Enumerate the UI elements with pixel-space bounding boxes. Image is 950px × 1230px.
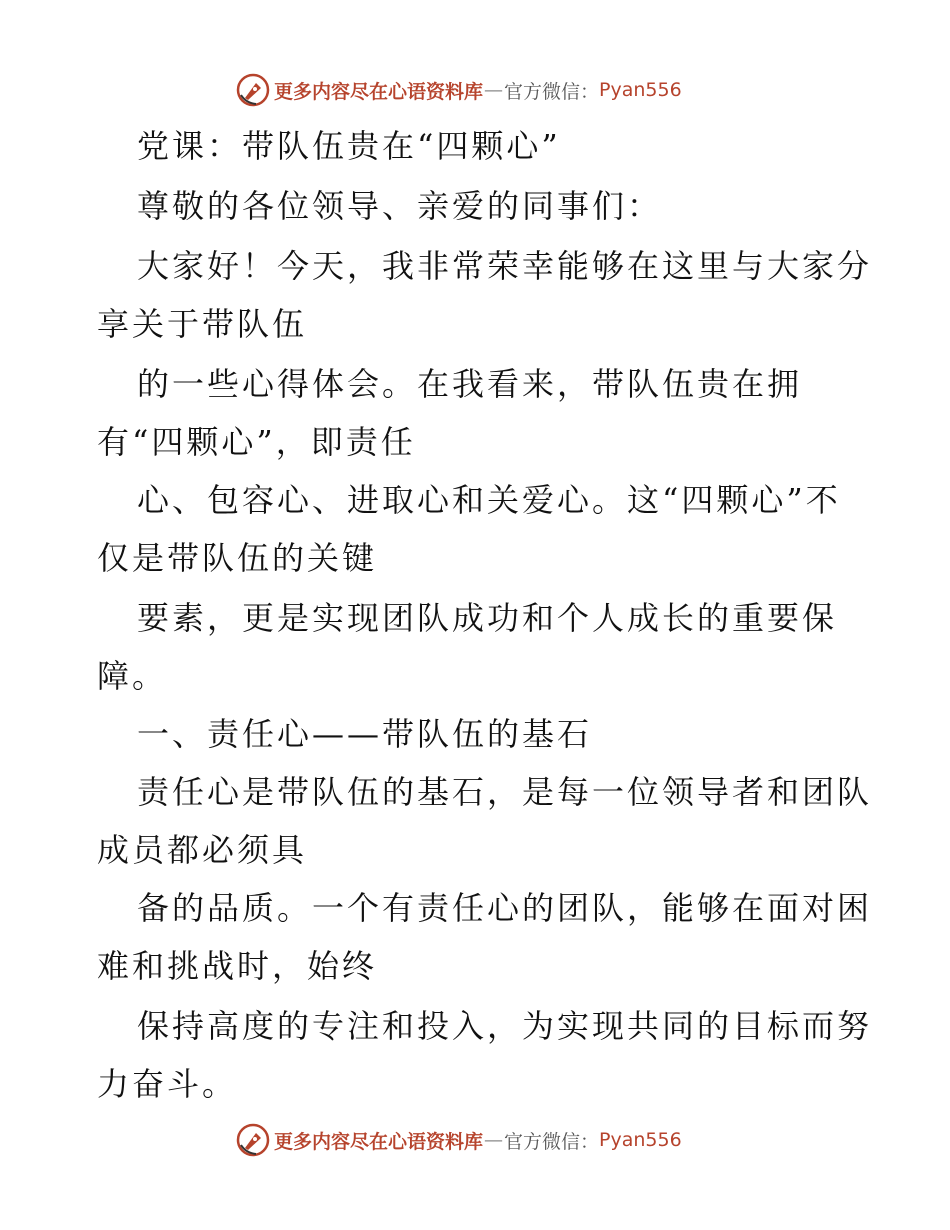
paragraph-line: 障。 [97,657,168,695]
banner-wechat-id: Pyan556 [599,1129,682,1151]
paragraph-line: 仅是带队伍的关键 [97,539,378,577]
document-title: 党课：带队伍贵在“四颗心” [137,127,561,165]
paragraph-line: 大家好！今天，我非常荣幸能够在这里与大家分 [137,247,873,285]
banner-wechat-label: 官方微信： [504,80,600,103]
paragraph-line: 力奋斗。 [97,1065,238,1103]
header-banner [236,72,756,108]
paragraph-line: 成员都必须具 [97,831,308,869]
paragraph-line: 的一些心得体会。在我看来，带队伍贵在拥 [137,365,803,403]
banner-title: 更多内容尽在心语资料库 [274,80,484,103]
paragraph-line: 要素，更是实现团队成功和个人成长的重要保 [137,599,838,637]
paragraph-line: 难和挑战时，始终 [97,947,378,985]
banner-separator: — [484,1129,504,1151]
paragraph-line: 保持高度的专注和投入，为实现共同的目标而努 [137,1007,873,1045]
footer-banner [236,1122,756,1158]
banner-wechat-label: 官方微信： [504,1130,600,1153]
salutation: 尊敬的各位领导、亲爱的同事们： [137,187,663,225]
banner-wechat-id: Pyan556 [599,79,682,101]
banner-title: 更多内容尽在心语资料库 [274,1130,484,1153]
pen-nib-logo-icon [236,73,270,107]
banner-separator: — [484,79,504,101]
paragraph-line: 备的品质。一个有责任心的团队，能够在面对困 [137,889,873,927]
paragraph-line: 享关于带队伍 [97,305,308,343]
paragraph-line: 心、包容心、进取心和关爱心。这“四颗心”不 [137,481,841,519]
paragraph-line: 责任心是带队伍的基石，是每一位领导者和团队 [137,773,873,811]
pen-nib-logo-icon [236,1123,270,1157]
paragraph-line: 有“四颗心”，即责任 [97,423,416,461]
section-heading: 一、责任心——带队伍的基石 [137,715,593,753]
